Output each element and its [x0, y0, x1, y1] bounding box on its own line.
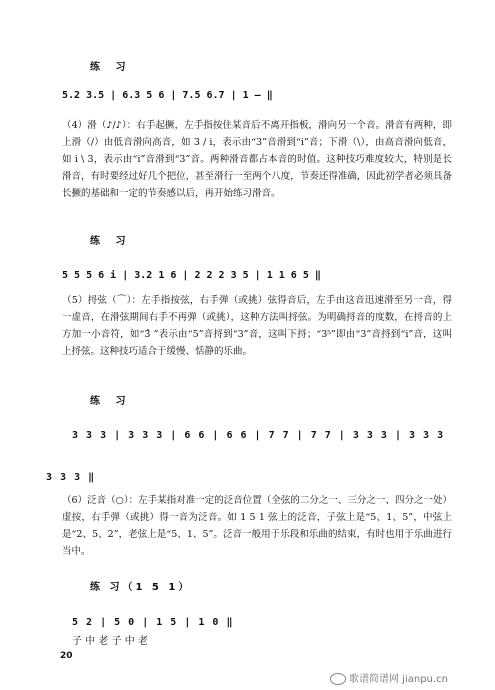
exercise3-staff-line2: 3 3 3 ‖ — [46, 472, 96, 483]
exercise2-title: 练 习 — [90, 236, 132, 247]
exercise4-lyrics: 子 中 老 子 中 老 — [72, 636, 148, 647]
paragraph-harmonic: （6）泛音（○）：左手某指对准一定的泛音位置（全弦的二分之一、三分之一、四分之一处）虚按，右手弹（或挑）得一音为泛音。如 1 5 1 弦上的泛音，子弦上是“5、1、5”，中弦上是“2、5、2”，老弦上是“5、1、5”。泛音一般用于乐段和乐曲的结束，有时也用于乐曲进行当中。 — [62, 495, 452, 557]
watermark-logo-icon — [330, 673, 346, 685]
paragraph-bend: （5）捋弦（⌒）：左手指按弦，右手弹（或挑）弦得音后，左手由这音迅速滑至另一音，得一虚音，在滑弦期间右手不再弹（或挑），这种方法叫捋弦。为明确捋音的度数，在捋音的上方加一小音符，如“3̂ ”表示由“5”音捋到“3”音，这叫下捋；“3⁵”即由“3”音捋到“i”音，这叫上捋弦。这种技巧适合于缓慢、恬静的乐曲。 — [62, 295, 452, 357]
watermark-text: 歌谱简谱网 jianpu.cn — [349, 674, 448, 685]
watermark — [330, 670, 448, 685]
exercise1-staff: 5.2 3.5 | 6.3 5 6 | 7.5 6.7 | 1 — ‖ — [62, 90, 273, 101]
exercise2-staff: 5 5 5 6 i | 3.2 1 6 | 2 2 2 3 5 | 1 1 6 5 ‖ — [62, 270, 321, 281]
exercise4-title: 练 习（1 5 1） — [90, 582, 192, 593]
exercise4-staff: 5 2 | 5 0 | 1 5 | 1 0 ‖ — [72, 617, 234, 628]
exercise3-title: 练 习 — [90, 396, 132, 407]
exercise3-staff-line1: 3 3 3 | 3 3 3 | 6 6 | 6 6 | 7 7 | 7 7 | 3 3 3 | 3 3 3 — [72, 430, 445, 441]
exercise1-title: 练 习 — [90, 62, 132, 73]
page-number: 20 — [60, 651, 73, 661]
paragraph-slide: （4）滑（♪/♪）：右手起撅，左手指按住某音后不离开指板，滑向另一个音。滑音有两种，即上滑（/）由低音滑向高音，如 3 / i，表示由“3”音滑到“i”音；下滑（\），由高音滑向低音，如 i \ 3，表示由“i”音滑到“3”音。两种滑音都占本音的时值。这种技巧难度较大，特别是长滑音，有时要经过好几个把位，甚至滑行一至两个八度，节奏还得准确，因此初学者必须具备长撅的基础和一定的节奏感以后，再开始练习滑音。 — [62, 120, 452, 199]
